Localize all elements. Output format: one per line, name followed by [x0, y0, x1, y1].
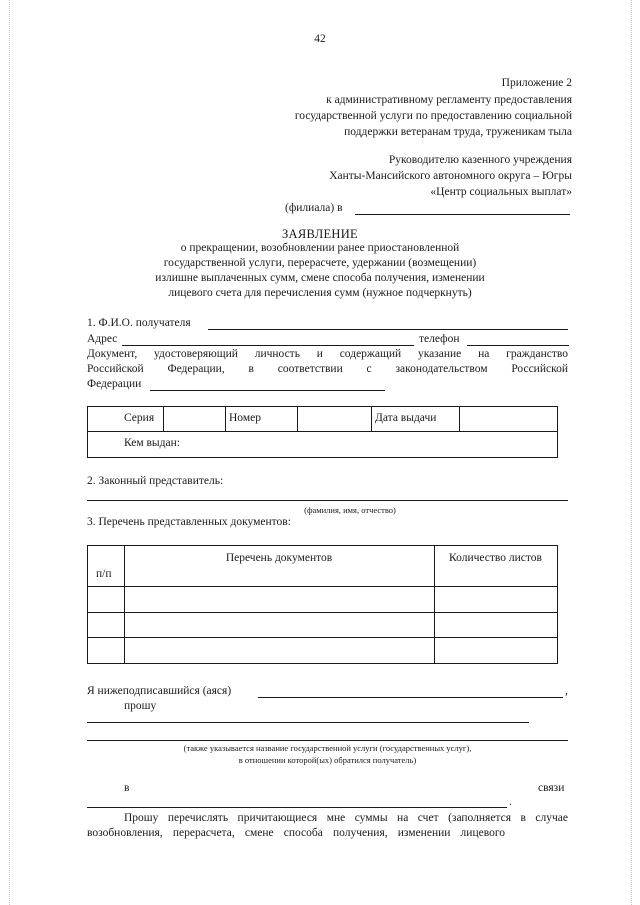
- phone-label: телефон: [419, 333, 460, 345]
- undersigned-name-field[interactable]: [258, 697, 563, 698]
- table-row[interactable]: [88, 639, 556, 662]
- table-row[interactable]: [88, 588, 556, 611]
- recipient-line-1: Руководителю казенного учреждения: [388, 154, 572, 166]
- appendix-line-3: поддержки ветеранам труда, труженикам тыла: [344, 126, 572, 138]
- recipient-line-3: «Центр социальных выплат»: [430, 186, 572, 198]
- address-label: Адрес: [87, 333, 118, 345]
- recipient-line-2: Ханты-Мансийского автономного округа – Югры: [329, 170, 572, 182]
- address-field[interactable]: [122, 345, 414, 346]
- request-field-1[interactable]: [87, 722, 529, 723]
- id-number-label: Номер: [229, 412, 261, 424]
- appendix-line-2: государственной услуги по предоставлению социальной: [294, 110, 572, 122]
- id-doc-line-1: Документ, удостоверяющий личность и содержащий указание на гражданство: [87, 348, 568, 360]
- id-doc-line-2: Российской Федерации, в соответствии с законодательством Российской: [87, 363, 568, 375]
- representative-label: 2. Законный представитель:: [87, 475, 224, 487]
- subtitle-line-4: лицевого счета для перечисления сумм (нужное подчеркнуть): [168, 287, 472, 299]
- scan-edge-left: [9, 0, 10, 905]
- id-issued-by-label: Кем выдан:: [124, 437, 180, 449]
- undersigned-label: Я нижеподписавшийся (аяся): [87, 685, 232, 697]
- branch-field[interactable]: [355, 214, 570, 215]
- fio-label: 1. Ф.И.О. получателя: [87, 317, 191, 329]
- id-doc-field[interactable]: [150, 390, 385, 391]
- representative-field[interactable]: [87, 500, 568, 501]
- fio-field[interactable]: [208, 329, 568, 330]
- id-issue-date-cell[interactable]: [461, 408, 555, 429]
- id-series-cell[interactable]: [165, 408, 223, 429]
- doc-col-sheets-header: Количество листов: [449, 552, 542, 564]
- id-issued-by-cell[interactable]: [195, 433, 555, 455]
- representative-caption: (фамилия, имя, отчество): [304, 505, 396, 515]
- subtitle-line-1: о прекращении, возобновлении ранее приостановленной: [180, 242, 460, 254]
- id-issue-date-label: Дата выдачи: [375, 412, 437, 424]
- id-series-label: Серия: [124, 412, 155, 424]
- table-row[interactable]: [88, 614, 556, 636]
- request-label: прошу: [124, 700, 157, 712]
- documents-list-label: 3. Перечень представленных документов:: [87, 516, 291, 528]
- closing-line-2: возобновления, перерасчета, смене способа получения, изменении лицевого: [87, 827, 505, 839]
- closing-line-1: Прошу перечислять причитающиеся мне суммы на счет (заполняется в случае: [124, 812, 568, 824]
- id-doc-line-3: Федерации: [87, 378, 142, 390]
- request-caption-2: в отношении которой(ых) обратился получатель): [238, 755, 417, 765]
- doc-col-number-header: п/п: [96, 568, 112, 580]
- page-number: 42: [314, 33, 326, 45]
- svyazi-label: связи: [538, 782, 565, 794]
- undersigned-comma: ,: [565, 685, 568, 697]
- reason-field[interactable]: [87, 807, 507, 808]
- in-label: в: [124, 782, 130, 794]
- subtitle-line-2: государственной услуги, перерасчете, удержании (возмещении): [163, 257, 477, 269]
- scan-edge-right: [631, 0, 632, 905]
- reason-period: .: [509, 796, 512, 808]
- request-caption-1: (также указывается название государственной услуги (государственных услуг),: [183, 743, 472, 753]
- doc-col-list-header: Перечень документов: [225, 552, 333, 564]
- branch-label: (филиала) в: [285, 202, 343, 214]
- id-number-cell[interactable]: [299, 408, 369, 429]
- document-title: ЗАЯВЛЕНИЕ: [282, 227, 358, 241]
- subtitle-line-3: излишне выплаченных сумм, смене способа получения, изменении: [155, 272, 485, 284]
- phone-field[interactable]: [467, 345, 569, 346]
- appendix-title: Приложение 2: [501, 77, 572, 89]
- request-field-2[interactable]: [87, 740, 568, 741]
- appendix-line-1: к административному регламенту предоставления: [326, 94, 572, 106]
